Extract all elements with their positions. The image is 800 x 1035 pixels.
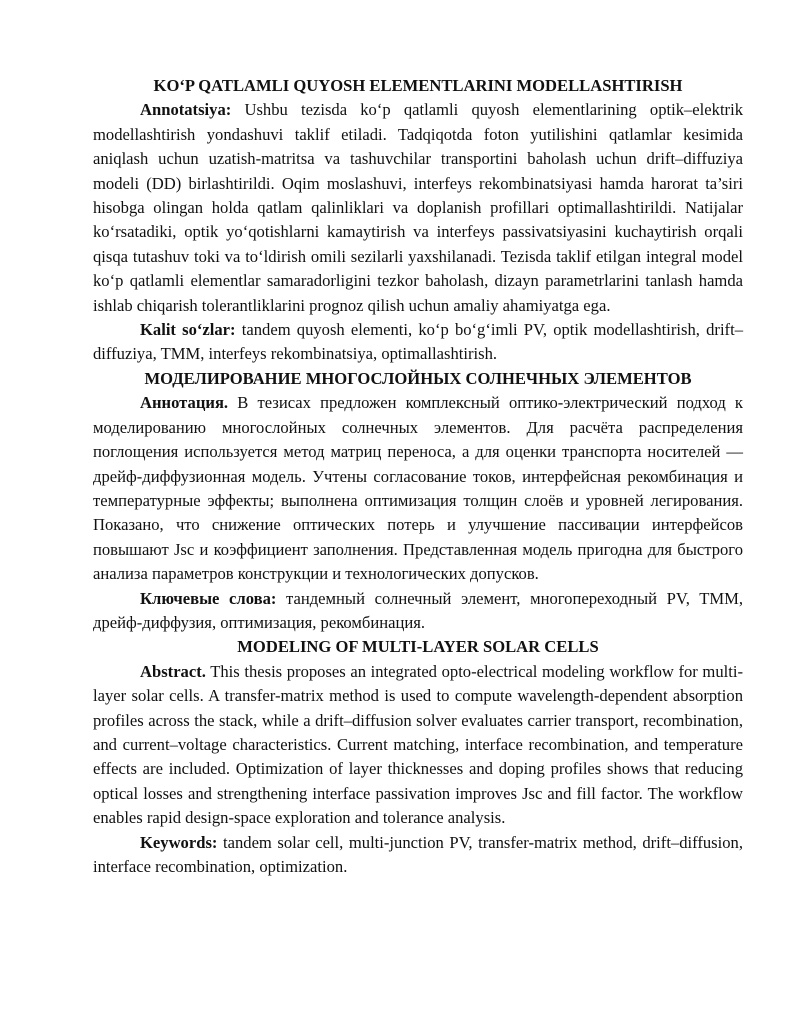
keywords-text-ru: тандемный солнечный элемент, многопереходный PV, TMM, дрейф-диффузия, оптимизация, рекомбинация. <box>93 588 743 632</box>
section-uzbek <box>93 74 743 367</box>
section-russian <box>93 367 743 635</box>
abstract-paragraph-uz <box>93 98 743 318</box>
keywords-text-en: tandem solar cell, multi-junction PV, transfer-matrix method, drift–diffusion, interface recombination, optimization. <box>93 832 743 876</box>
abstract-text-en: This thesis proposes an integrated opto-electrical modeling workflow for multi-layer solar cells. A transfer-matrix method is used to compute wavelength-dependent absorption profiles across the stack, while a drift–diffusion solver evaluates carrier transport, recombination, and current–voltage characteristics. Current matching, interface recombination, and temperature effects are included. Optimization of layer thicknesses and doping profiles shows that reducing optical losses and strengthening interface passivation improves Jsc and fill factor. The workflow enables rapid design-space exploration and tolerance analysis. <box>93 661 743 828</box>
keywords-label-uz: Kalit so‘zlar: <box>140 320 236 340</box>
section-title-ru: МОДЕЛИРОВАНИЕ МНОГОСЛОЙНЫХ СОЛНЕЧНЫХ ЭЛЕМЕНТОВ <box>144 368 692 388</box>
keywords-paragraph-en <box>93 831 743 880</box>
abstract-label-en: Abstract. <box>140 661 206 681</box>
keywords-text-uz: tandem quyosh elementi, ko‘p bo‘g‘imli PV, optik modellashtirish, drift–diffuziya, TMM, interfeys rekombinatsiya, optimallashtirish. <box>93 320 743 364</box>
abstract-paragraph-ru <box>93 391 743 586</box>
section-title-uz: KO‘P QATLAMLI QUYOSH ELEMENTLARINI MODELLASHTIRISH <box>153 76 683 95</box>
keywords-label-en: Keywords: <box>140 832 218 852</box>
keywords-label-ru: Ключевые слова: <box>140 588 277 608</box>
abstract-text-ru: В тезисах предложен комплексный оптико-электрический подход к моделированию многослойных солнечных элементов. Для расчёта распределения поглощения используется метод матриц переноса, а для оценки транспорта носителей — дрейф-диффузионная модель. Учтены согласование токов, интерфейсная рекомбинация и температурные эффекты; выполнена оптимизация толщин слоёв и уровней легирования. Показано, что снижение оптических потерь и улучшение пассивации интерфейсов повышают Jsc и коэффициент заполнения. Представленная модель пригодна для быстрого анализа параметров конструкции и технологических допусков. <box>93 393 743 584</box>
abstract-label-uz: Annotatsiya: <box>140 100 232 120</box>
abstract-label-ru: Аннотация. <box>140 393 229 413</box>
abstract-text-uz: Ushbu tezisda ko‘p qatlamli quyosh elementlarining optik–elektrik modellashtirish yondashuvi taklif etiladi. Tadqiqotda foton yutilishini qatlamlar kesimida aniqlash uchun uzatish-matritsa va tashuvchilar transportini baholash uchun drift–diffuziya modeli (DD) birlashtirildi. Oqim moslashuvi, interfeys rekombinatsiyasi hamda harorat ta’siri hisobga olingan holda qatlam qalinliklari va doplanish profillari optimallashtirildi. Natijalar ko‘rsatadiki, optik yo‘qotishlarni kamaytirish va interfeys passivatsiyasini kuchaytirish orqali qisqa tutashuv toki va to‘ldirish omili sezilarli yaxshilanadi. Tezisda taklif etilgan integral model ko‘p qatlamli elementlar samaradorligini tezkor baholash, dizayn parametrlarini tanlash hamda ishlab chiqarish tolerantliklarini prognoz qilish uchun amaliy ahamiyatga ega. <box>93 100 743 315</box>
document-page <box>93 74 743 879</box>
abstract-paragraph-en <box>93 660 743 831</box>
keywords-paragraph-ru <box>93 587 743 636</box>
section-english <box>93 635 743 879</box>
keywords-paragraph-uz <box>93 318 743 367</box>
section-title-en: MODELING OF MULTI-LAYER SOLAR CELLS <box>237 637 599 657</box>
